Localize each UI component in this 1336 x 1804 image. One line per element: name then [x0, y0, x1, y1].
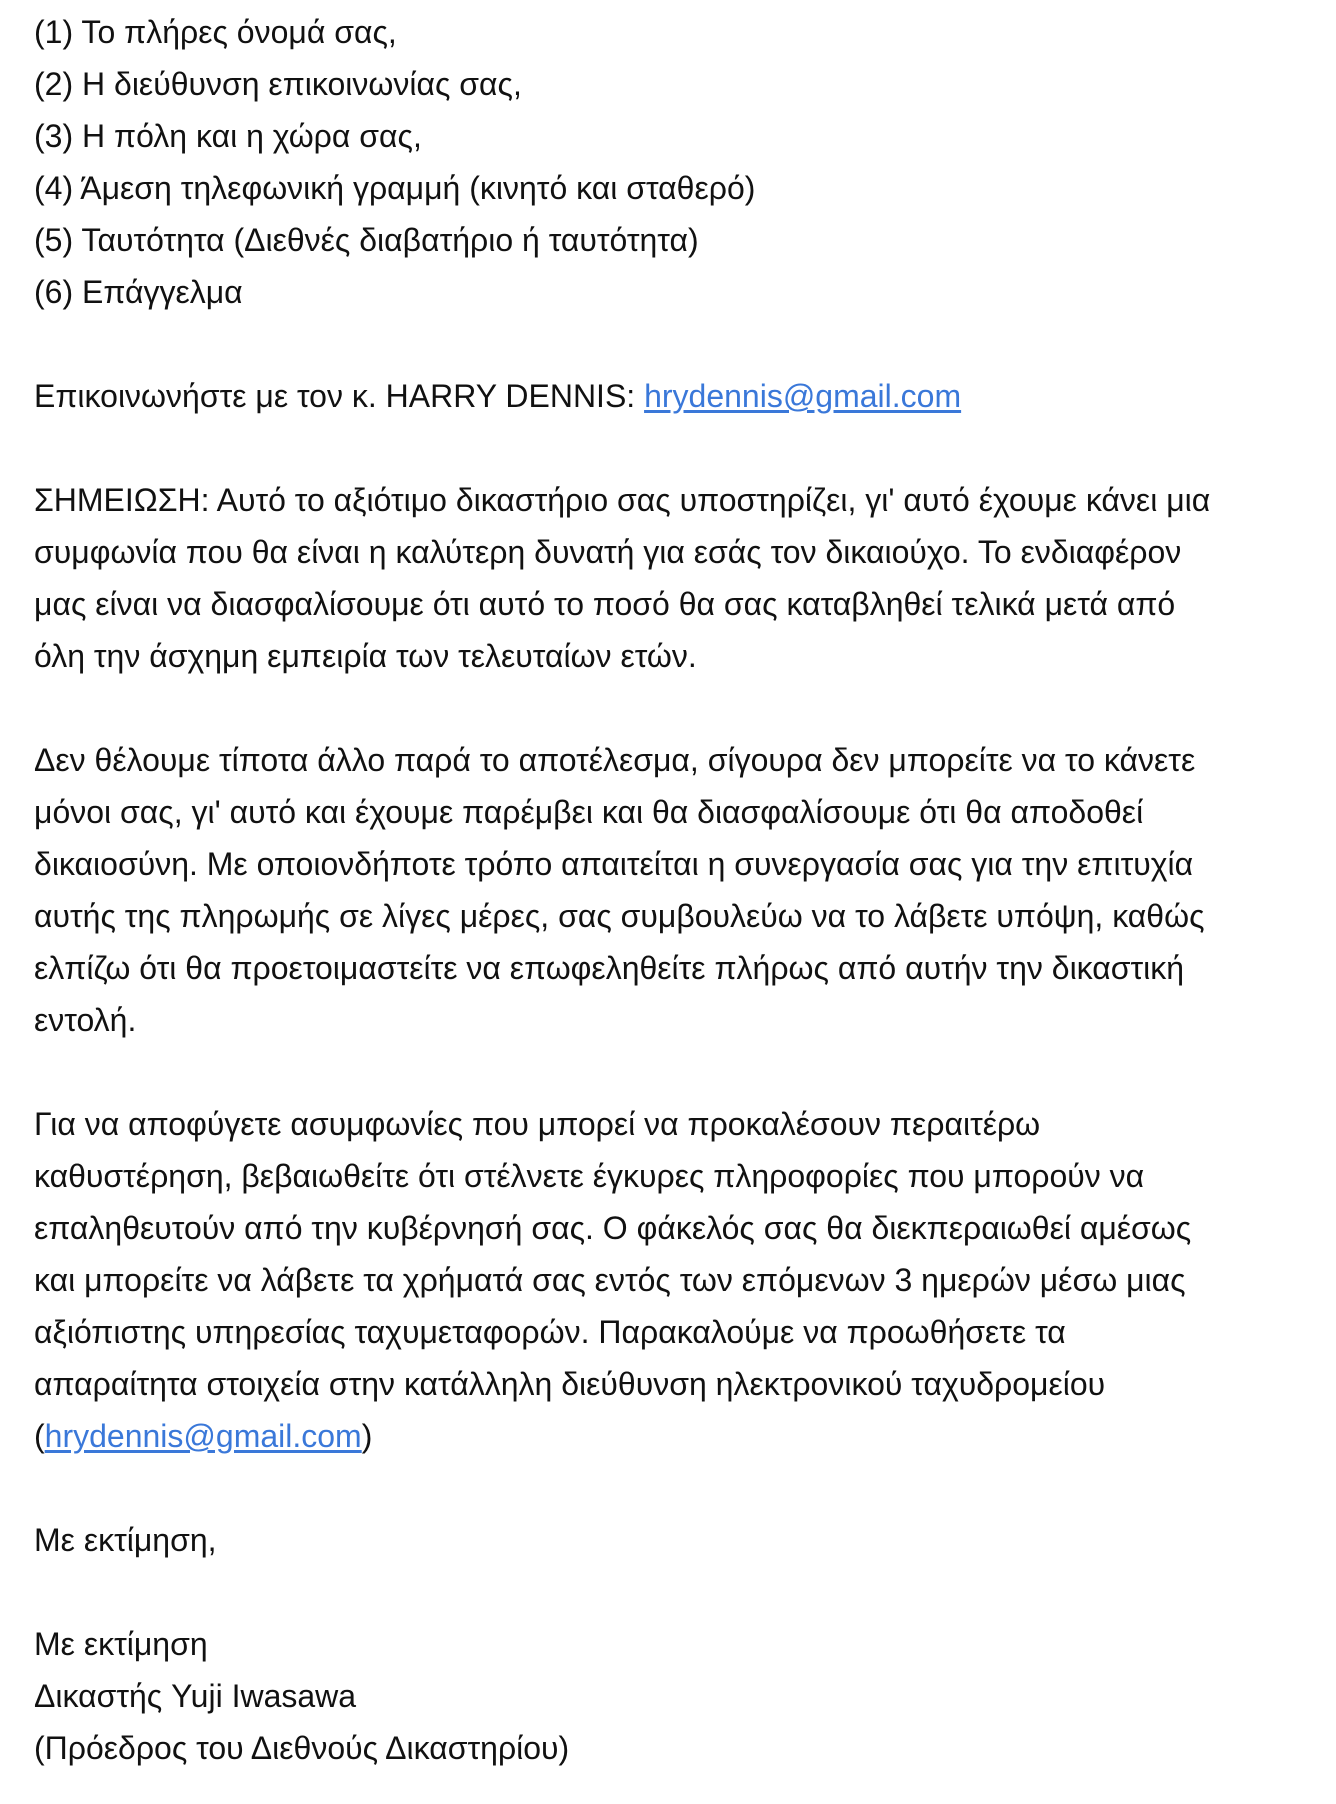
contact-prefix: Επικοινωνήστε με τον κ. HARRY DENNIS: [34, 378, 645, 414]
signature-line: (Πρόεδρος του Διεθνούς Δικαστηρίου) [34, 1730, 570, 1766]
paren-open: ( [34, 1418, 45, 1454]
result-line: Δεν θέλουμε τίποτα άλλο παρά το αποτέλεσμα, σίγουρα δεν μπορείτε να το κάνετε [34, 742, 1196, 778]
requirement-line: (1) Το πλήρες όνομά σας, [34, 14, 397, 50]
result-line: εντολή. [34, 1002, 137, 1038]
note-line: όλη την άσχημη εμπειρία των τελευταίων ετών. [34, 638, 697, 674]
signature-block [34, 1618, 1302, 1774]
requirement-line: (3) Η πόλη και η χώρα σας, [34, 118, 422, 154]
signature-line: Δικαστής Yuji Iwasawa [34, 1678, 357, 1714]
requirement-line: (6) Επάγγελμα [34, 274, 243, 310]
avoid-line: Για να αποφύγετε ασυμφωνίες που μπορεί να προκαλέσουν περαιτέρω [34, 1106, 1041, 1142]
paragraph-gap [34, 422, 1302, 474]
avoid-email-line [34, 1410, 1302, 1462]
closing-line: Με εκτίμηση, [34, 1522, 217, 1558]
requirement-line: (4) Άμεση τηλεφωνική γραμμή (κινητό και σταθερό) [34, 170, 756, 206]
paragraph-gap [34, 318, 1302, 370]
result-line: ελπίζω ότι θα προετοιμαστείτε να επωφεληθείτε πλήρως από αυτήν την δικαστική [34, 950, 1185, 986]
requirement-line: (2) Η διεύθυνση επικοινωνίας σας, [34, 66, 522, 102]
result-line: μόνοι σας, γι' αυτό και έχουμε παρέμβει και θα διασφαλίσουμε ότι θα αποδοθεί [34, 794, 1144, 830]
avoid-line: καθυστέρηση, βεβαιωθείτε ότι στέλνετε έγκυρες πληροφορίες που μπορούν να [34, 1158, 1145, 1194]
paragraph-gap [34, 682, 1302, 734]
requirement-line: (5) Ταυτότητα (Διεθνές διαβατήριο ή ταυτότητα) [34, 222, 699, 258]
avoid-line: απαραίτητα στοιχεία στην κατάλληλη διεύθυνση ηλεκτρονικού ταχυδρομείου [34, 1366, 1106, 1402]
result-line: αυτής της πληρωμής σε λίγες μέρες, σας συμβουλεύω να το λάβετε υπόψη, καθώς [34, 898, 1205, 934]
contact-line [34, 370, 1302, 422]
avoid-line: επαληθευτούν από την κυβέρνησή σας. Ο φάκελός σας θα διεκπεραιωθεί αμέσως [34, 1210, 1192, 1246]
paren-close: ) [361, 1418, 373, 1454]
result-line: δικαιοσύνη. Με οποιονδήποτε τρόπο απαιτείται η συνεργασία σας για την επιτυχία [34, 846, 1194, 882]
note-line: μας είναι να διασφαλίσουμε ότι αυτό το ποσό θα σας καταβληθεί τελικά μετά από [34, 586, 1176, 622]
paragraph-gap [34, 1566, 1302, 1618]
avoid-line: και μπορείτε να λάβετε τα χρήματά σας εντός των επόμενων 3 ημερών μέσω μιας [34, 1262, 1186, 1298]
contact-email-link[interactable]: hrydennis@gmail.com [644, 378, 962, 414]
note-line: συμφωνία που θα είναι η καλύτερη δυνατή για εσάς τον δικαιούχο. Το ενδιαφέρον [34, 534, 1182, 570]
avoid-paragraph [34, 1098, 1302, 1462]
paragraph-gap [34, 1462, 1302, 1514]
note-paragraph [34, 474, 1302, 682]
signature-line: Με εκτίμηση [34, 1626, 208, 1662]
result-paragraph [34, 734, 1302, 1046]
avoid-line: αξιόπιστης υπηρεσίας ταχυμεταφορών. Παρακαλούμε να προωθήσετε τα [34, 1314, 1066, 1350]
avoid-email-link[interactable]: hrydennis@gmail.com [44, 1418, 362, 1454]
paragraph-gap [34, 1046, 1302, 1098]
note-line: ΣΗΜΕΙΩΣΗ: Αυτό το αξιότιμο δικαστήριο σας υποστηρίζει, γι' αυτό έχουμε κάνει μια [34, 482, 1211, 518]
